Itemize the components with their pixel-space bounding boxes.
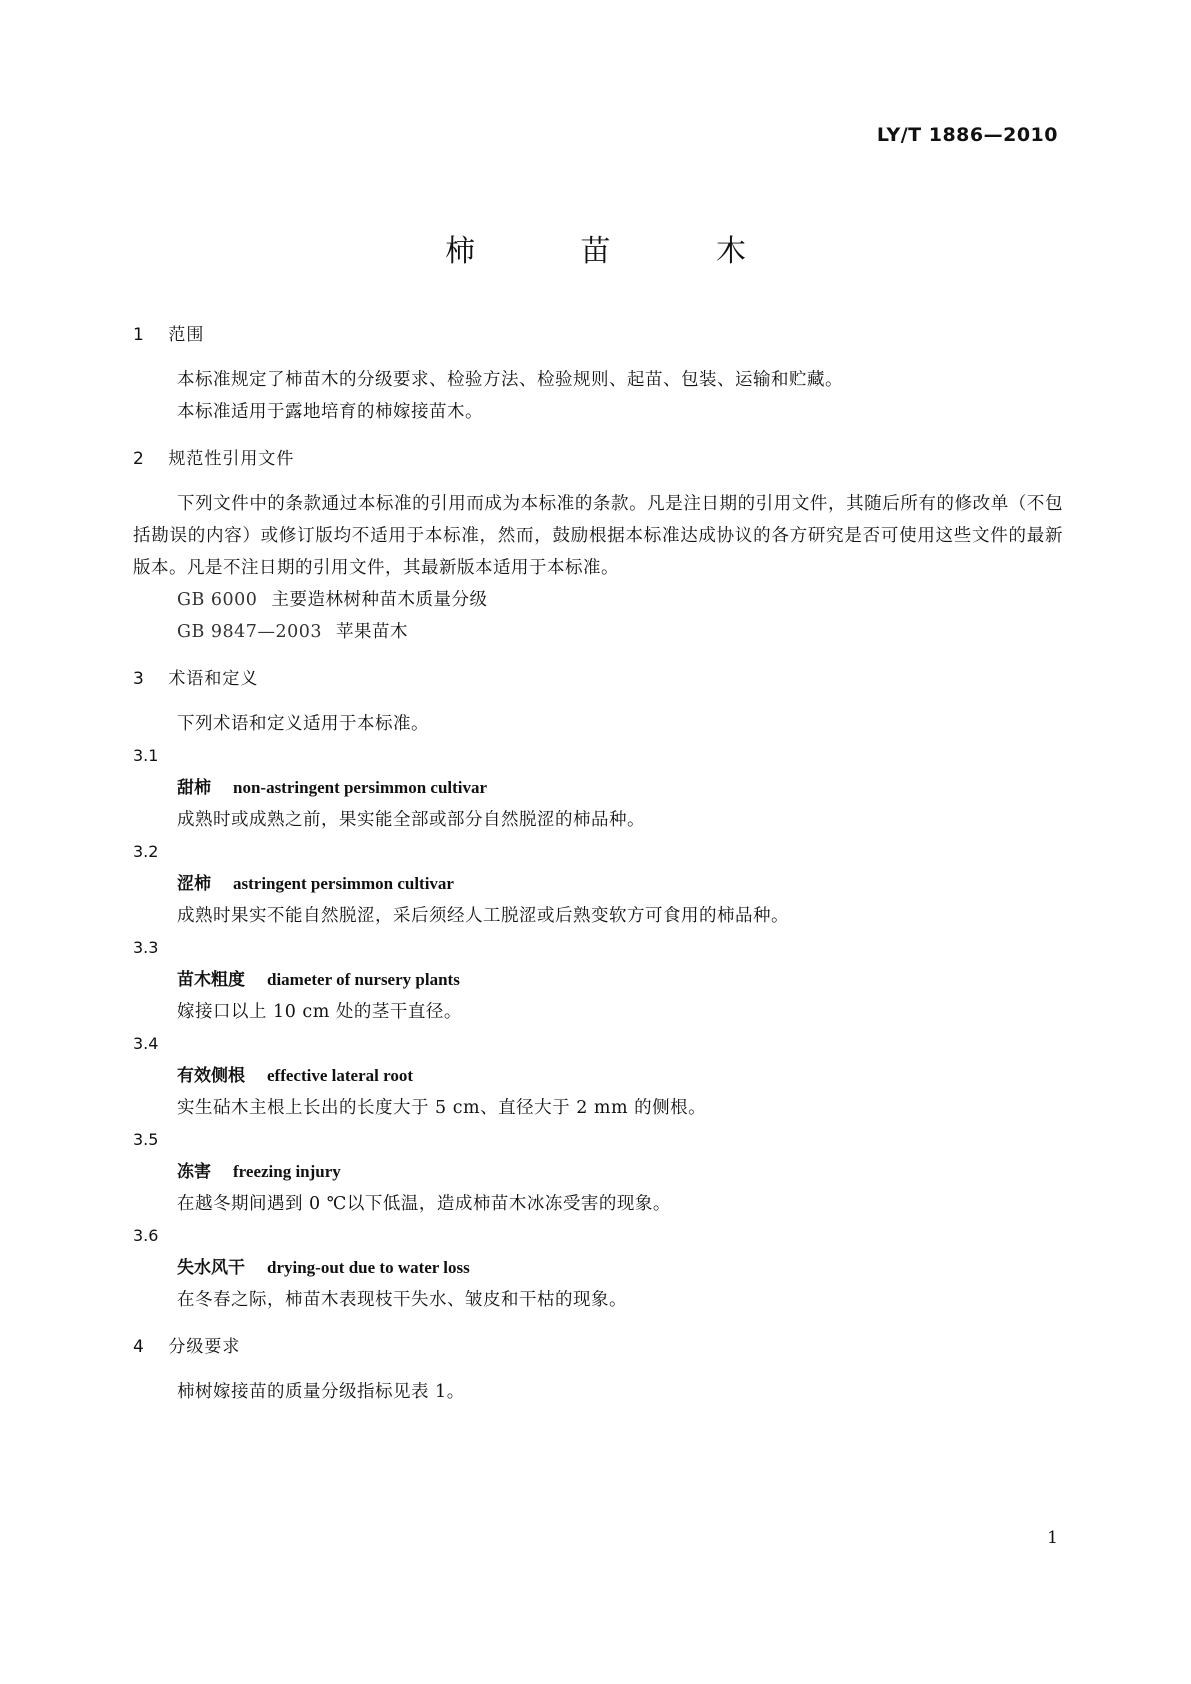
section-title: 范围: [168, 325, 205, 345]
paragraph: 下列文件中的条款通过本标准的引用而成为本标准的条款。凡是注日期的引用文件，其随后所有的修改单（不包括勘误的内容）或修订版均不适用于本标准，然而，鼓励根据本标准达成协议的各方研究是否可使用这些文件的最新版本。凡是不注日期的引用文件，其最新版本适用于本标准。: [133, 494, 1063, 578]
term-definition: 在越冬期间遇到 0 ℃以下低温，造成柿苗木冰冻受害的现象。: [177, 1194, 671, 1214]
term-definition: 嫁接口以上 10 cm 处的茎干直径。: [177, 1002, 462, 1022]
section-title: 分级要求: [168, 1337, 241, 1357]
reference-item: [133, 616, 1063, 648]
term-zh: 有效侧根: [177, 1066, 245, 1086]
term-heading: [133, 868, 1063, 900]
section-heading: [133, 322, 1063, 348]
term-zh: 甜柿: [177, 778, 211, 798]
term-number: 3.6: [133, 1226, 159, 1245]
term-en: effective lateral root: [267, 1066, 413, 1085]
term-entry: [133, 1124, 1063, 1220]
paragraph: 下列术语和定义适用于本标准。: [177, 714, 429, 734]
section-title: 术语和定义: [168, 669, 259, 689]
term-zh: 涩柿: [177, 874, 211, 894]
term-heading: [133, 1060, 1063, 1092]
term-definition: 实生砧木主根上长出的长度大于 5 cm、直径大于 2 mm 的侧根。: [177, 1098, 707, 1118]
term-definition: 在冬春之际，柿苗木表现枝干失水、皱皮和干枯的现象。: [177, 1290, 627, 1310]
term-heading: [133, 1156, 1063, 1188]
term-entry: [133, 932, 1063, 1028]
term-entry: [133, 1028, 1063, 1124]
section-terms-definitions: [133, 666, 1063, 1316]
term-definition: 成熟时果实不能自然脱涩，采后须经人工脱涩或后熟变软方可食用的柿品种。: [177, 906, 789, 926]
term-heading: [133, 772, 1063, 804]
term-heading: [133, 964, 1063, 996]
term-heading: [133, 1252, 1063, 1284]
reference-title: 苹果苗木: [335, 622, 408, 642]
section-heading: [133, 446, 1063, 472]
term-zh: 苗木粗度: [177, 970, 245, 990]
page-number: 1: [1047, 1528, 1058, 1548]
document-title: 柿 苗 木: [444, 234, 795, 269]
term-number: 3.4: [133, 1034, 159, 1053]
term-number: 3.3: [133, 938, 159, 957]
section-scope: [133, 322, 1063, 428]
term-en: drying-out due to water loss: [267, 1258, 470, 1277]
section-number: 3: [133, 669, 144, 689]
term-en: freezing injury: [233, 1162, 341, 1181]
section-number: 2: [133, 449, 144, 469]
term-number: 3.2: [133, 842, 159, 861]
term-zh: 冻害: [177, 1162, 211, 1182]
term-number: 3.5: [133, 1130, 159, 1149]
section-heading: [133, 666, 1063, 692]
reference-code: GB 9847—2003: [177, 622, 322, 642]
reference-item: [133, 584, 1063, 616]
term-definition: 成熟时或成熟之前，果实能全部或部分自然脱涩的柿品种。: [177, 810, 645, 830]
paragraph: 本标准规定了柿苗木的分级要求、检验方法、检验规则、起苗、包装、运输和贮藏。: [177, 370, 843, 390]
reference-code: GB 6000: [177, 590, 258, 610]
term-entry: [133, 836, 1063, 932]
standard-code: LY/T 1886—2010: [876, 124, 1058, 146]
document-body: [133, 322, 1063, 1408]
section-grading-requirements: [133, 1334, 1063, 1408]
paragraph: 本标准适用于露地培育的柿嫁接苗木。: [177, 402, 483, 422]
section-number: 1: [133, 325, 144, 345]
section-number: 4: [133, 1337, 144, 1357]
section-title: 规范性引用文件: [168, 449, 295, 469]
term-entry: [133, 740, 1063, 836]
reference-title: 主要造林树种苗木质量分级: [271, 590, 488, 610]
term-en: astringent persimmon cultivar: [233, 874, 454, 893]
paragraph: 柿树嫁接苗的质量分级指标见表 1。: [177, 1382, 465, 1402]
section-normative-references: [133, 446, 1063, 648]
term-zh: 失水风干: [177, 1258, 245, 1278]
term-entry: [133, 1220, 1063, 1316]
term-number: 3.1: [133, 746, 159, 765]
section-heading: [133, 1334, 1063, 1360]
term-en: diameter of nursery plants: [267, 970, 460, 989]
term-en: non-astringent persimmon cultivar: [233, 778, 488, 797]
